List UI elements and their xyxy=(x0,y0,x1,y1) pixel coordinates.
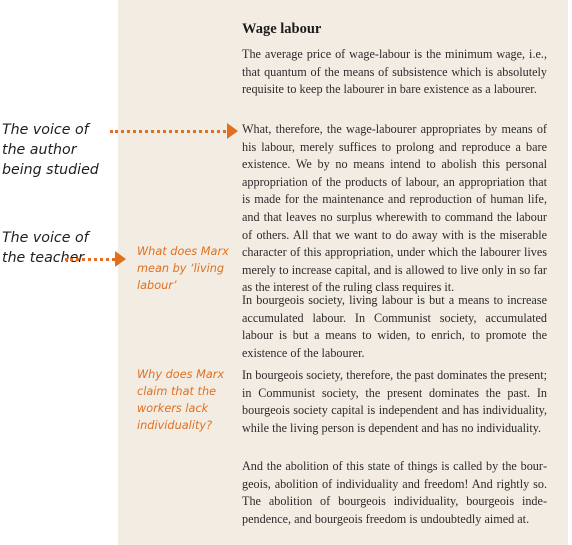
teacher-voice-connector xyxy=(65,258,115,261)
paragraph-1: The average price of wage-labour is the minimum wage, i.e., that quantum of the means of subsistence which is absolutely requisite to keep the labourer in bare existence as a labourer. xyxy=(242,47,547,97)
paragraph-3: In bourgeois society, living labour is but a means to increase accumulated labour. In Communist society, accumulated labour is but a means to widen, to enrich, to promote the existence of the labourer. xyxy=(242,293,547,360)
section-title: Wage labour xyxy=(242,21,322,37)
author-voice-arrow-icon xyxy=(227,123,238,139)
margin-question-individuality: Why does Marx claim that the workers lack individuality? xyxy=(137,368,225,432)
author-voice-label: The voice of the author being studied xyxy=(2,122,99,178)
author-voice-connector xyxy=(110,130,226,133)
teacher-voice-arrow-icon xyxy=(115,251,126,267)
paragraph-4: In bourgeois society, therefore, the past dominates the present; in Communist society, the present dominates the past. In bourgeois society capital is independent and has individuality, while the living person is dependent and has no individuality. xyxy=(242,368,547,435)
paragraph-5: And the abolition of this state of things is called by the bourgeois, abolition of individuality and freedom! And rightly so. The abolition of bourgeois individuality, bourgeois independence, and bourgeois freedom is undoubtedly aimed at. xyxy=(242,459,547,526)
paragraph-2: What, therefore, the wage-labourer appropriates by means of his labour, merely suffices to prolong and reproduce a bare existence. We by no means intend to abolish this personal appropriation of the products of labour, an appropriation that is made for the maintenance and reproduction of human life, and that leaves no surplus wherewith to command the labour of others. All that we want to do away with is the miserable character of this appropriation, under which the labourer lives merely to increase capital, and is allowed to live only in so far as the interest of the ruling class requires it. xyxy=(242,122,547,295)
teacher-voice-label: The voice of the teacher xyxy=(2,230,89,266)
margin-question-living-labour: What does Marx mean by ‘living labour’ xyxy=(137,245,229,292)
